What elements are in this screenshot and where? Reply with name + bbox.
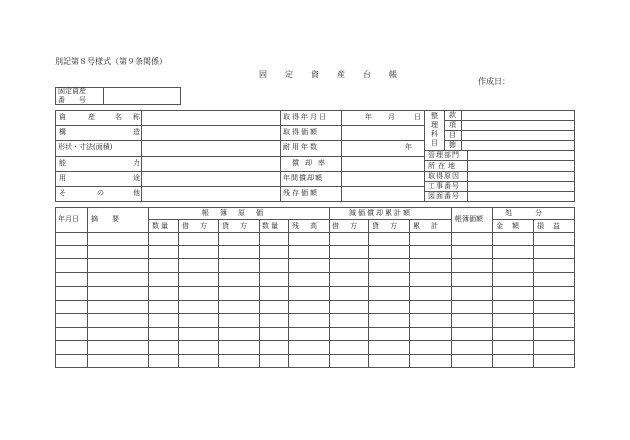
right-row-drawing-no: 図面番号	[428, 192, 460, 200]
mid-row-annual-depreciation: 年間償却額	[283, 174, 323, 182]
date-year-unit: 年	[365, 113, 372, 121]
date-month-unit: 月	[388, 113, 395, 121]
ledger-sub-amount: 金 額	[496, 222, 520, 230]
ledger-sub-quantity-1: 数量	[152, 222, 170, 230]
classification-kou: 項	[449, 121, 456, 129]
created-date-label: 作成日：	[478, 77, 510, 86]
shape-size-field[interactable]	[141, 140, 280, 156]
ledger-sub-quantity-2: 数量	[262, 222, 280, 230]
ledger-sub-balance: 残 高	[292, 222, 319, 230]
mid-row-acquisition-date: 取得年月日	[283, 113, 328, 121]
ledger-sub-credit-1: 貸 方	[222, 222, 249, 230]
ledger-sub-credit-2: 貸 方	[372, 222, 399, 230]
acquisition-date-field[interactable]	[341, 110, 424, 125]
structure-field[interactable]	[141, 125, 280, 140]
ledger-sub-debit-2: 借 方	[332, 222, 359, 230]
right-row-department: 管理部門	[428, 151, 460, 159]
form-reference: 別記第８号様式（第９条関係）	[55, 57, 167, 66]
classification-kan: 款	[449, 111, 456, 119]
ledger-sub-debit-1: 借 方	[182, 222, 209, 230]
classification-setsu: 節	[449, 141, 456, 149]
mid-row-useful-life: 耐用年数	[283, 143, 319, 151]
purpose-field[interactable]	[141, 171, 280, 186]
page-title: 固 定 資 産 台 帳	[259, 70, 402, 79]
right-row-construction-no: 工事番号	[428, 182, 460, 190]
asset-name-field[interactable]	[141, 110, 280, 125]
mid-row-depreciation-rate: 償却率	[292, 159, 331, 167]
mid-row-residual-value: 残存価額	[283, 189, 319, 197]
other-field[interactable]	[141, 186, 280, 202]
ledger-body[interactable]	[55, 232, 575, 368]
ledger-sub-profit-loss: 損 益	[537, 222, 561, 230]
asset-number-label-line2: 番 号	[58, 96, 86, 104]
asset-number-label-line1: 固定資産	[58, 87, 86, 95]
right-row-location: 所在地	[428, 162, 458, 170]
ledger-col-summary: 摘 要	[91, 215, 119, 223]
acquisition-price-field[interactable]	[341, 125, 424, 140]
date-day-unit: 日	[414, 113, 421, 121]
useful-life-field[interactable]	[341, 140, 424, 156]
mid-row-acquisition-price: 取得価額	[283, 128, 319, 136]
classification-moku: 目	[449, 131, 456, 139]
capacity-field[interactable]	[141, 156, 280, 171]
ledger-col-date: 年月日	[58, 215, 79, 223]
ledger-group-depreciation: 減価償却累計額	[349, 209, 412, 217]
left-row-shape-size: 形状・寸法(面積)	[58, 143, 113, 151]
ledger-col-book-value: 帳簿価額	[455, 215, 483, 223]
asset-number-field[interactable]	[103, 87, 181, 105]
ledger-group-book-cost: 帳 簿 原 価	[202, 209, 265, 217]
ledger-group-disposal: 処 分	[505, 209, 545, 217]
right-row-acquisition-cause: 取得原因	[428, 172, 460, 180]
useful-life-unit: 年	[405, 143, 412, 151]
ledger-sub-cumulative: 累 計	[413, 222, 440, 230]
